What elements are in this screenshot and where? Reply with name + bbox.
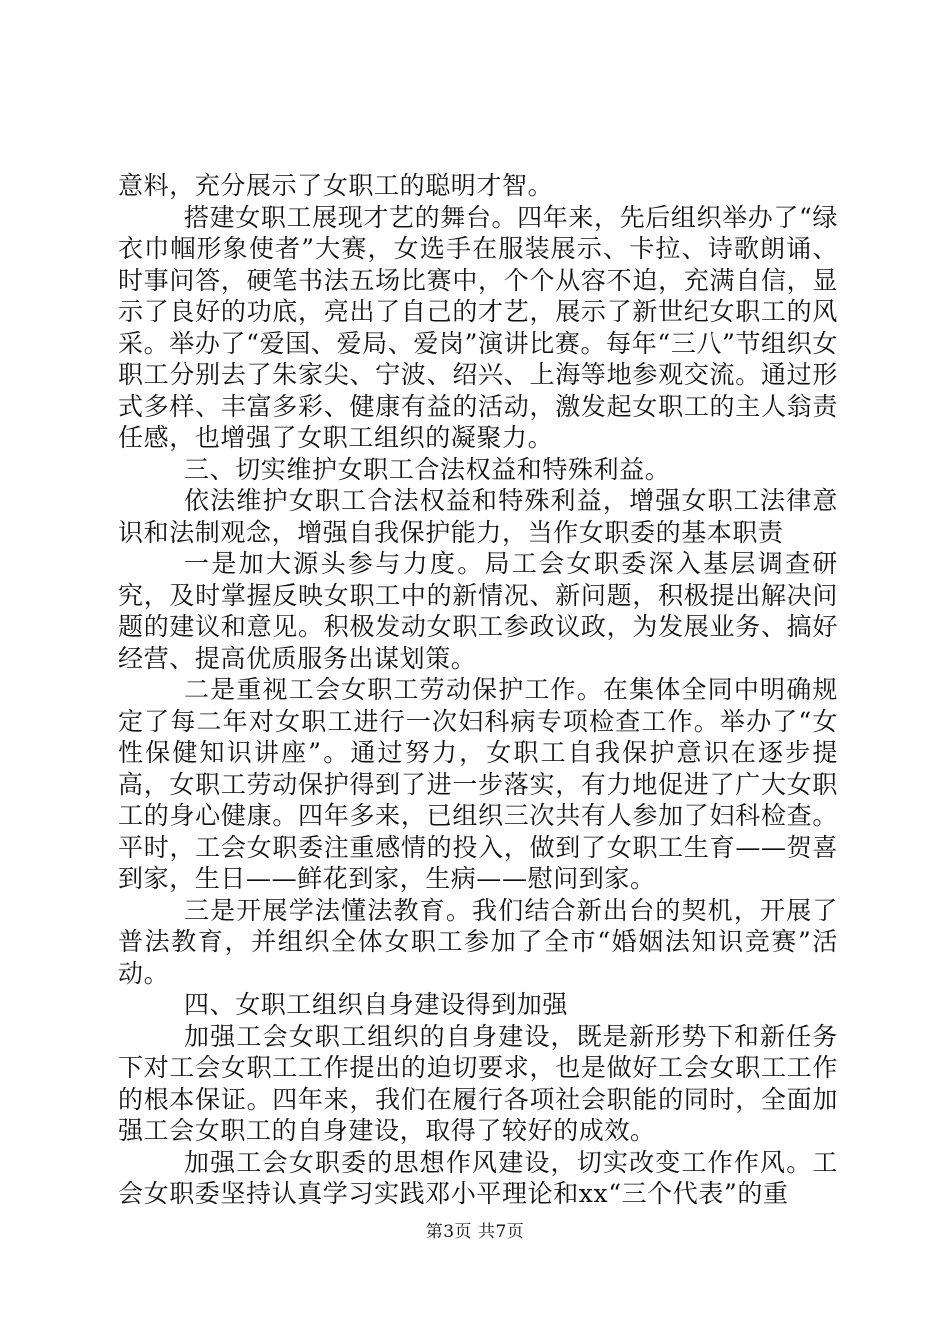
paragraph-point-2: 二是重视工会女职工劳动保护工作。在集体全同中明确规定了每二年对女职工进行一次妇科病专项检查工作。举办了“女性保健知识讲座”。通过努力，女职工自我保护意识在逐步提高，女职工劳动保护得到了进一步落实，有力地促进了广大女职工的身心健康。四年多来，已组织三次共有人参加了妇科检查。平时，工会女职委注重感情的投入，做到了女职工生育——贺喜到家，生日——鲜花到家，生病——慰问到家。 <box>118 675 838 893</box>
paragraph-self-building: 加强工会女职工组织的自身建设，既是新形势下和新任务下对工会女职工工作提出的迫切要求，也是做好工会女职工工作的根本保证。四年来，我们在履行各项社会职能的同时，全面加强工会女职工的自身建设，取得了较好的成效。 <box>118 1021 838 1145</box>
paragraph-rights: 依法维护女职工合法权益和特殊利益，增强女职工法律意识和法制观念，增强自我保护能力，当作女职委的基本职责 <box>118 486 838 547</box>
paragraph-point-3: 三是开展学法懂法教育。我们结合新出台的契机，开展了普法教育，并组织全体女职工参加了全市“婚姻法知识竞赛”活动。 <box>118 895 838 988</box>
paragraph-continuation: 意料，充分展示了女职工的聪明才智。 <box>118 171 554 200</box>
section-heading-3: 三、切实维护女职工合法权益和特殊利益。 <box>184 454 671 484</box>
document-body <box>118 170 838 1210</box>
paragraph-stage: 搭建女职工展现才艺的舞台。四年来，先后组织举办了“绿衣巾帼形象使者”大赛，女选手在服装展示、卡拉、诗歌朗诵、时事问答，硬笔书法五场比赛中，个个从容不迫，充满自信，显示了良好的功底，亮出了自己的才艺，展示了新世纪女职工的风采。举办了“爱国、爱局、爱岗”演讲比赛。每年“三八”节组织女职工分别去了朱家尖、宁波、绍兴、上海等地参观交流。通过形式多样、丰富多彩、健康有益的活动，激发起女职工的主人翁责任感，也增强了女职工组织的凝聚力。 <box>118 202 838 452</box>
page-number-footer: 第3页 共7页 <box>425 1222 525 1242</box>
paragraph-work-style: 加强工会女职委的思想作风建设，切实改变工作作风。工会女职委坚持认真学习实践邓小平理论和xx“三个代表”的重 <box>118 1147 838 1208</box>
paragraph-point-1: 一是加大源头参与力度。局工会女职委深入基层调查研究，及时掌握反映女职工中的新情况、新问题，积极提出解决问题的建议和意见。积极发动女职工参政议政，为发展业务、搞好经营、提高优质服务出谋划策。 <box>118 549 838 673</box>
section-heading-4: 四、女职工组织自身建设得到加强 <box>184 990 569 1019</box>
